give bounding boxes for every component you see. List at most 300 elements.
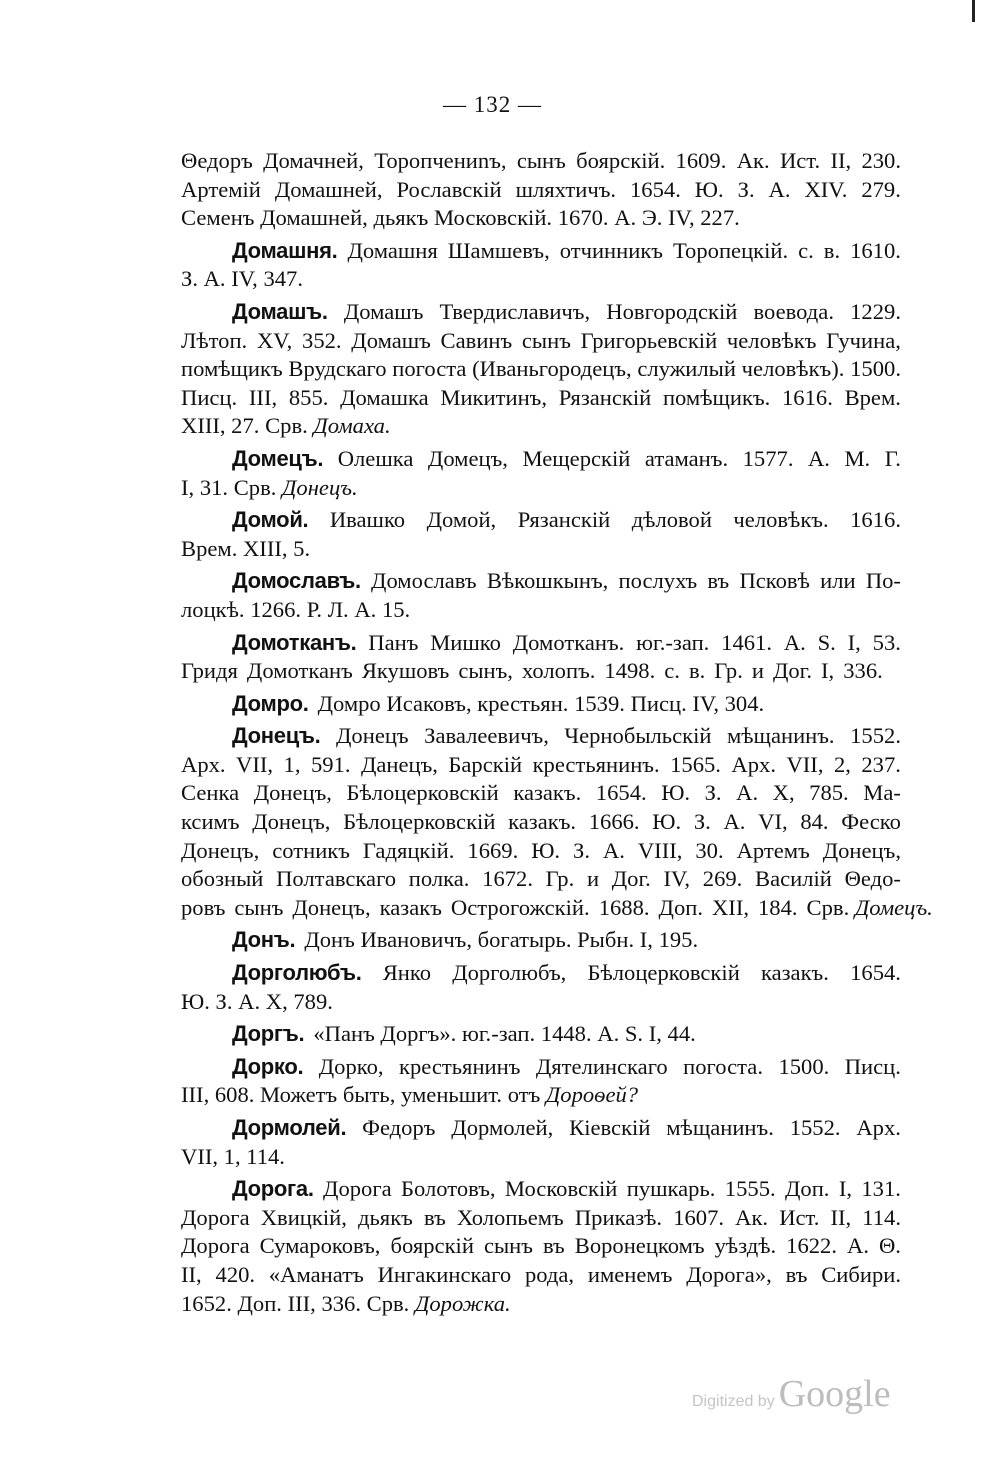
dictionary-entry bbox=[181, 1053, 901, 1110]
word bbox=[715, 1232, 777, 1261]
text-line bbox=[181, 298, 901, 327]
word bbox=[392, 355, 466, 384]
text-line bbox=[181, 176, 901, 205]
text-run: 1654. bbox=[595, 780, 647, 806]
text-run: дьякъ bbox=[358, 1204, 413, 1230]
text-run: помѣщикъ. bbox=[662, 384, 771, 410]
text-run: дѣловой bbox=[631, 507, 712, 533]
text-run: Мещерскій bbox=[522, 445, 631, 471]
word bbox=[735, 1204, 768, 1233]
text-run: 336. bbox=[843, 658, 883, 684]
text-line bbox=[181, 865, 901, 894]
word bbox=[427, 506, 497, 535]
word bbox=[790, 1114, 841, 1143]
text-run: 1565. bbox=[670, 751, 721, 777]
cross-reference: Донецъ. bbox=[282, 474, 358, 500]
word bbox=[487, 567, 608, 596]
word bbox=[275, 176, 383, 205]
text-line bbox=[181, 779, 901, 808]
word bbox=[841, 808, 901, 837]
text-run: По- bbox=[865, 568, 901, 594]
text-run: Артемій bbox=[181, 176, 261, 202]
text-run: VI, bbox=[758, 809, 788, 835]
word bbox=[619, 567, 698, 596]
text-run: Дог. bbox=[772, 658, 813, 684]
text-run: Дорога», bbox=[686, 1261, 772, 1287]
word bbox=[752, 657, 764, 686]
text-run: II, bbox=[830, 148, 852, 173]
word bbox=[340, 384, 429, 413]
text-run: крестьянинъ. bbox=[532, 751, 660, 777]
text-run: 279. bbox=[861, 176, 901, 202]
word bbox=[712, 894, 749, 923]
headword: Дорко. bbox=[232, 1053, 304, 1079]
word bbox=[458, 657, 513, 686]
word bbox=[516, 176, 616, 205]
word bbox=[313, 1020, 695, 1049]
cross-reference: Дороѳей? bbox=[545, 1082, 639, 1108]
word bbox=[761, 959, 829, 988]
word bbox=[575, 1204, 662, 1233]
text-run: казакъ. bbox=[760, 960, 829, 986]
text-run: Донъ Ивановичъ, богатырь. Рыбн. I, 195. bbox=[304, 927, 699, 953]
word bbox=[232, 445, 323, 474]
word bbox=[263, 147, 364, 176]
word bbox=[742, 355, 845, 384]
text-run: 53. bbox=[872, 629, 901, 655]
text-run: 1500. bbox=[850, 356, 901, 382]
text-run: Θедоръ bbox=[181, 148, 253, 173]
text-run: З. bbox=[704, 780, 722, 806]
word bbox=[513, 779, 581, 808]
text-run: с. bbox=[664, 658, 680, 684]
text-line bbox=[181, 237, 901, 266]
word bbox=[289, 384, 329, 413]
text-run: или bbox=[820, 568, 856, 594]
word bbox=[596, 779, 647, 808]
text-run: (Иваньгородецъ, bbox=[472, 356, 632, 382]
text-run: погоста bbox=[392, 356, 467, 382]
text-run: Ю. З. А. X, 789. bbox=[181, 988, 333, 1014]
text-run: S. bbox=[817, 629, 836, 655]
text-run: 1609. bbox=[675, 148, 727, 173]
word bbox=[232, 690, 309, 719]
text-run: I, 31. Срв. bbox=[181, 474, 283, 500]
word bbox=[845, 1053, 901, 1082]
text-run: въ bbox=[707, 568, 730, 594]
word bbox=[588, 959, 740, 988]
word bbox=[451, 1114, 553, 1143]
word bbox=[181, 837, 259, 866]
text-run: въ bbox=[423, 1204, 446, 1230]
word bbox=[689, 657, 705, 686]
word bbox=[786, 1232, 837, 1261]
text-run: погоста. bbox=[683, 1053, 763, 1079]
text-line bbox=[181, 1290, 901, 1319]
word bbox=[236, 751, 273, 780]
text-run: Дорко, bbox=[318, 1053, 384, 1079]
word bbox=[714, 657, 743, 686]
word bbox=[505, 1175, 617, 1204]
word bbox=[533, 751, 660, 780]
word bbox=[560, 237, 663, 266]
text-run: Савинъ bbox=[440, 327, 513, 353]
text-run: сынъ bbox=[516, 148, 566, 173]
word bbox=[546, 865, 575, 894]
text-run: 591. bbox=[310, 751, 351, 777]
word bbox=[513, 629, 625, 658]
text-run: Дорога bbox=[181, 1204, 250, 1230]
word bbox=[232, 298, 328, 327]
word bbox=[834, 751, 851, 780]
word bbox=[343, 808, 495, 837]
word bbox=[727, 327, 817, 356]
word bbox=[589, 808, 640, 837]
headword: Домой. bbox=[232, 507, 309, 533]
page-number: — 132 — bbox=[443, 92, 542, 117]
word bbox=[536, 1053, 668, 1082]
word bbox=[181, 204, 740, 233]
word bbox=[424, 1204, 446, 1233]
word bbox=[848, 629, 861, 658]
text-run: Гучина, bbox=[826, 327, 901, 353]
text-run: А. bbox=[602, 837, 625, 863]
text-run: Барскій bbox=[448, 751, 523, 777]
word bbox=[663, 384, 770, 413]
text-run: ксимъ bbox=[181, 809, 240, 835]
text-run: 1672. bbox=[482, 866, 533, 892]
text-run: II, bbox=[830, 1204, 852, 1230]
text-run: А. bbox=[768, 176, 791, 202]
word bbox=[368, 629, 418, 658]
text-run: Рязанскій bbox=[517, 507, 611, 533]
word bbox=[318, 690, 765, 719]
text-run: Дорголюбъ, bbox=[452, 960, 567, 986]
text-run: Дог. bbox=[611, 866, 651, 892]
text-run: I, bbox=[838, 1176, 852, 1202]
text-run: VII, bbox=[236, 751, 274, 777]
text-run: Θедо- bbox=[844, 866, 901, 892]
word bbox=[823, 837, 901, 866]
headword: Дорога. bbox=[232, 1176, 314, 1202]
text-run: VIII, bbox=[637, 837, 683, 863]
word bbox=[508, 808, 576, 837]
text-run: 237. bbox=[861, 751, 901, 777]
text-line bbox=[181, 147, 901, 176]
word bbox=[351, 327, 431, 356]
word bbox=[808, 445, 830, 474]
text-run: Доп. bbox=[785, 1176, 830, 1202]
text-run: A. bbox=[783, 629, 806, 655]
word bbox=[358, 1204, 413, 1233]
text-run: Донецъ bbox=[336, 723, 409, 749]
text-run: Рославскій bbox=[396, 176, 502, 202]
word bbox=[599, 894, 650, 923]
text-run: 785. bbox=[809, 780, 849, 806]
text-line bbox=[181, 567, 901, 596]
text-run: Ю. bbox=[694, 176, 724, 202]
text-run: казакъ. bbox=[508, 809, 577, 835]
word bbox=[779, 1204, 819, 1233]
text-run: 131. bbox=[861, 1176, 901, 1202]
text-run: 30. bbox=[695, 837, 724, 863]
headword: Домотканъ. bbox=[232, 629, 357, 655]
text-run: Домро Исаковъ, крестьян. 1539. Писц. IV, 304. bbox=[317, 690, 765, 716]
text-run: Семенъ Домашней, дьякъ Московскій. 1670. А. Э. IV, 227. bbox=[181, 205, 740, 231]
word bbox=[336, 722, 409, 751]
word bbox=[769, 176, 791, 205]
text-line bbox=[181, 506, 901, 535]
word bbox=[727, 722, 835, 751]
digitization-watermark bbox=[692, 1372, 891, 1416]
word bbox=[587, 865, 599, 894]
word bbox=[866, 567, 901, 596]
word bbox=[363, 837, 455, 866]
word bbox=[705, 779, 722, 808]
word bbox=[564, 722, 711, 751]
text-run: Холопьемъ bbox=[456, 1204, 564, 1230]
word bbox=[409, 865, 470, 894]
text-run: Ивашко bbox=[329, 507, 406, 533]
text-run: сынъ bbox=[483, 1233, 533, 1259]
word bbox=[652, 808, 681, 837]
text-run: I, bbox=[821, 658, 835, 684]
word bbox=[362, 1114, 435, 1143]
word bbox=[784, 629, 806, 658]
cross-reference: Домецъ. bbox=[849, 894, 933, 920]
word bbox=[543, 1232, 565, 1261]
word bbox=[627, 1175, 716, 1204]
word bbox=[664, 657, 680, 686]
word bbox=[232, 1053, 303, 1082]
text-run: Микитинъ, bbox=[440, 384, 547, 410]
text-run: III, bbox=[248, 384, 278, 410]
text-run: Торопецкій. bbox=[672, 237, 789, 263]
text-run: 1500. bbox=[778, 1053, 830, 1079]
word bbox=[773, 657, 812, 686]
word bbox=[257, 327, 292, 356]
word bbox=[809, 779, 849, 808]
text-run: Приказѣ. bbox=[574, 1204, 663, 1230]
text-run: Гр. bbox=[714, 658, 743, 684]
headword: Дорголюбъ. bbox=[232, 960, 362, 986]
dictionary-entry bbox=[181, 298, 901, 441]
word bbox=[323, 1175, 392, 1204]
text-run: Донецъ, bbox=[252, 809, 331, 835]
word bbox=[232, 1020, 304, 1049]
dictionary-entry bbox=[181, 690, 901, 719]
text-run: именемъ bbox=[587, 1261, 673, 1287]
word bbox=[636, 629, 709, 658]
text-run: Острогожскій. bbox=[450, 894, 590, 920]
word bbox=[773, 779, 795, 808]
word bbox=[695, 176, 724, 205]
text-run: мѣщанинъ. bbox=[726, 723, 835, 749]
word bbox=[576, 147, 665, 176]
text-run: и bbox=[751, 658, 764, 684]
word bbox=[247, 657, 353, 686]
word bbox=[181, 474, 358, 503]
word bbox=[695, 837, 723, 866]
text-line bbox=[181, 474, 901, 503]
word bbox=[721, 629, 772, 658]
word bbox=[856, 1114, 901, 1143]
text-line bbox=[181, 657, 901, 686]
text-run: Болотовъ, bbox=[401, 1176, 496, 1202]
text-line bbox=[181, 808, 901, 837]
word bbox=[645, 445, 728, 474]
text-run: 230. bbox=[861, 148, 901, 173]
text-run: 1498. bbox=[604, 658, 656, 684]
word bbox=[448, 237, 550, 266]
word bbox=[424, 722, 549, 751]
text-run: Воронецкомъ bbox=[574, 1233, 705, 1259]
text-run: III, 608. Можетъ быть, уменьшит. отъ bbox=[181, 1082, 546, 1108]
word bbox=[723, 808, 745, 837]
dictionary-entry bbox=[181, 722, 933, 922]
text-run: уѣздѣ. bbox=[714, 1233, 777, 1259]
text-run: Донецъ, bbox=[253, 780, 332, 806]
text-run: крестьянинъ bbox=[398, 1053, 521, 1079]
word bbox=[559, 384, 652, 413]
text-run: послухъ bbox=[618, 568, 698, 594]
text-line bbox=[181, 1114, 901, 1143]
word bbox=[518, 506, 611, 535]
word bbox=[371, 567, 477, 596]
word bbox=[330, 506, 405, 535]
word bbox=[181, 596, 410, 625]
word bbox=[661, 779, 690, 808]
text-run: 269. bbox=[702, 866, 743, 892]
text-run: Бѣлоцерковскій bbox=[343, 809, 496, 835]
text-run: Г. bbox=[884, 445, 901, 471]
text-run: Янко bbox=[382, 960, 431, 986]
word bbox=[573, 837, 590, 866]
text-run: Чернобыльскій bbox=[564, 723, 712, 749]
word bbox=[232, 926, 295, 955]
text-line bbox=[181, 327, 901, 356]
text-run: Домотканъ. bbox=[512, 629, 625, 655]
text-line bbox=[181, 959, 901, 988]
word bbox=[737, 837, 810, 866]
text-run: Гадяцкій. bbox=[362, 837, 455, 863]
text-run: XIV. bbox=[804, 176, 848, 202]
word bbox=[738, 176, 755, 205]
word bbox=[725, 1175, 776, 1204]
text-run: сотникъ bbox=[272, 837, 350, 863]
word bbox=[758, 894, 798, 923]
word bbox=[181, 1204, 250, 1233]
text-run: Шамшевъ, bbox=[447, 237, 550, 263]
text-run: 1622. bbox=[786, 1233, 837, 1259]
text-run: VII, bbox=[786, 751, 824, 777]
text-run: 855. bbox=[288, 384, 329, 410]
text-line bbox=[181, 894, 933, 923]
headword: Домашня. bbox=[232, 237, 338, 263]
text-run: Дормолей, bbox=[451, 1115, 554, 1140]
word bbox=[798, 237, 814, 266]
text-run: Донецъ, bbox=[292, 894, 371, 920]
word bbox=[703, 865, 743, 894]
word bbox=[847, 1232, 869, 1261]
text-run: Сенка bbox=[181, 780, 240, 806]
word bbox=[755, 865, 832, 894]
text-run: боярскій. bbox=[576, 148, 666, 173]
word bbox=[232, 567, 361, 596]
text-run: рода, bbox=[524, 1261, 575, 1287]
text-run: Ма- bbox=[863, 780, 901, 806]
text-run: 1555. bbox=[724, 1176, 776, 1202]
text-run: Срв. bbox=[806, 894, 850, 920]
text-run: обозный bbox=[181, 866, 264, 892]
text-run: 352. bbox=[302, 327, 342, 353]
text-run: IV, bbox=[663, 866, 691, 892]
word bbox=[390, 1232, 473, 1261]
dictionary-entry bbox=[181, 1020, 901, 1049]
text-run: Рязанскій bbox=[558, 384, 652, 410]
text-run: Ю. bbox=[661, 780, 691, 806]
word bbox=[181, 1143, 285, 1172]
word bbox=[666, 1114, 774, 1143]
text-run: Московскій bbox=[504, 1176, 618, 1202]
text-run: «Аманатъ bbox=[268, 1261, 364, 1287]
word bbox=[850, 506, 901, 535]
text-run: 184. bbox=[758, 894, 798, 920]
word bbox=[261, 1204, 347, 1233]
word bbox=[821, 657, 834, 686]
word bbox=[181, 657, 238, 686]
word bbox=[804, 176, 847, 205]
text-run: Гридя bbox=[181, 658, 238, 684]
word bbox=[861, 1175, 901, 1204]
text-run: лоцкѣ. 1266. Р. Л. А. 15. bbox=[181, 596, 411, 622]
text-run: 1669. bbox=[467, 837, 519, 863]
text-line bbox=[181, 1175, 901, 1204]
word bbox=[733, 506, 828, 535]
word bbox=[440, 384, 547, 413]
text-run: Кіевскій bbox=[569, 1115, 651, 1140]
word bbox=[820, 567, 855, 596]
text-line bbox=[181, 988, 901, 1017]
word bbox=[260, 1232, 381, 1261]
word bbox=[467, 837, 518, 866]
text-run: ровъ bbox=[181, 894, 226, 920]
word bbox=[569, 1114, 650, 1143]
text-run: юг.-зап. bbox=[636, 629, 710, 655]
text-run: Федоръ bbox=[362, 1115, 436, 1140]
word bbox=[737, 147, 770, 176]
text-run: 2, bbox=[833, 751, 851, 777]
word bbox=[181, 988, 333, 1017]
word bbox=[232, 722, 320, 751]
text-run: сынъ, bbox=[458, 658, 513, 684]
text-line bbox=[181, 837, 901, 866]
word bbox=[758, 808, 788, 837]
text-run: Дорога bbox=[181, 1233, 250, 1259]
text-run: Полтавскаго bbox=[276, 866, 397, 892]
text-run: с. bbox=[798, 237, 814, 263]
text-run: Донецъ, bbox=[822, 837, 901, 863]
text-run: Арх. bbox=[181, 751, 226, 777]
text-line bbox=[181, 445, 901, 474]
word bbox=[232, 1175, 314, 1204]
text-run: атаманъ. bbox=[644, 445, 729, 471]
word bbox=[252, 808, 330, 837]
headword: Доргъ. bbox=[232, 1021, 305, 1047]
dictionary-entry bbox=[181, 237, 901, 294]
text-line bbox=[181, 265, 901, 294]
text-line bbox=[181, 722, 901, 751]
